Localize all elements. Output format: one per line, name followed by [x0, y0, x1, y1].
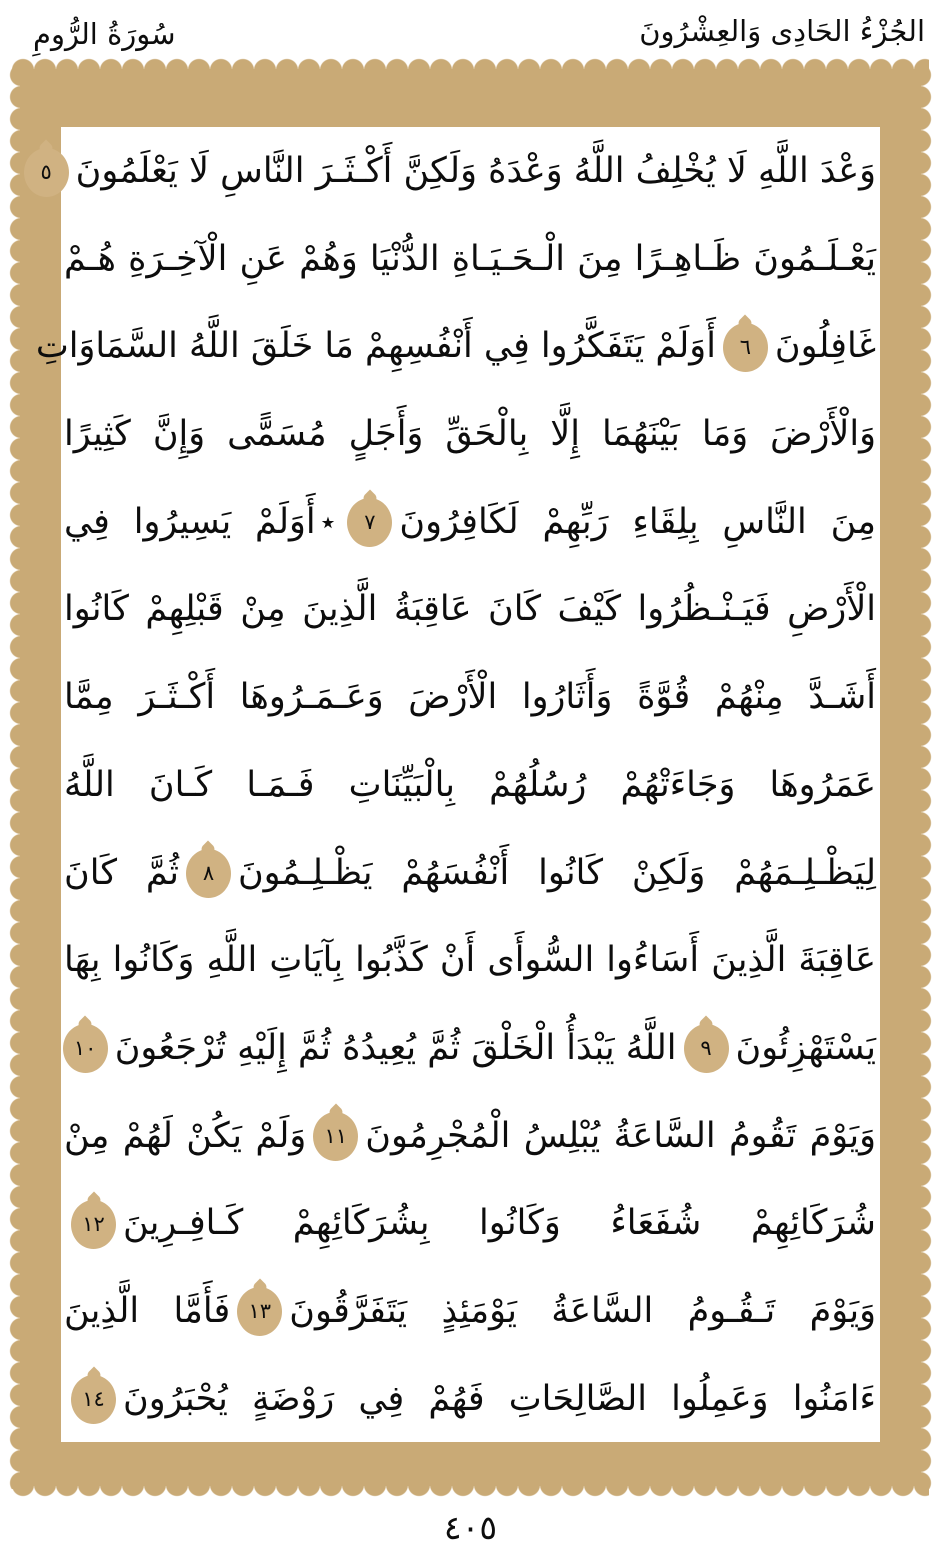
- ayah-end-marker: [313, 1112, 358, 1161]
- frame-scallop-top: [12, 55, 929, 70]
- ayah-number: ٥: [40, 159, 52, 184]
- ayah-number: ١٢: [82, 1211, 105, 1236]
- quran-line: وَيَوْمَ تَقُومُ السَّاعَةُ يُبْلِسُ الْمُجْرِمُونَ ١١ وَلَمْ يَكُنْ لَهُمْ مِنْ: [64, 1093, 876, 1181]
- quran-line: لِيَظْـلِـمَهُمْ وَلَكِنْ كَانُوا أَنْفُسَهُمْ يَظْـلِـمُونَ ٨ ثُمَّ كَانَ: [64, 830, 876, 918]
- quran-line: يَعْـلَـمُونَ ظَـاهِـرًا مِنَ الْـحَـيَـاةِ الدُّنْيَا وَهُمْ عَنِ الْآخِـرَةِ هُـمْ: [64, 238, 876, 279]
- ayah-end-marker: [71, 1375, 116, 1424]
- ayah-end-marker: [186, 849, 231, 898]
- ayah-number: ١٤: [82, 1387, 105, 1412]
- ayah-number: ٦: [739, 334, 752, 359]
- quran-line: ءَامَنُوا وَعَمِلُوا الصَّالِحَاتِ فَهُمْ فِي رَوْضَةٍ يُحْبَرُونَ ١٤: [64, 1356, 876, 1444]
- ayah-number: ١١: [324, 1124, 348, 1149]
- quran-line: عَمَرُوهَا وَجَاءَتْهُمْ رُسُلُهُمْ بِالْبَيِّنَاتِ فَـمَـا كَـانَ اللَّهُ: [64, 764, 876, 805]
- quran-line: يَسْتَهْزِئُونَ ٩ اللَّهُ يَبْدَأُ الْخَلْقَ ثُمَّ يُعِيدُهُ ثُمَّ إِلَيْهِ تُرْجَعُونَ ١٠: [64, 1005, 876, 1093]
- quran-line: وَالْأَرْضَ وَمَا بَيْنَهُمَا إِلَّا بِالْحَقِّ وَأَجَلٍ مُسَمًّى وَإِنَّ كَثِيرًا: [64, 414, 876, 455]
- frame-scallop-left: [7, 64, 21, 1489]
- hizb-star-icon: ٭: [320, 507, 336, 539]
- ayah-number: ٧: [364, 510, 376, 535]
- surah-title: سُورَةُ الرُّومِ: [33, 17, 176, 51]
- ayah-end-marker: [347, 498, 392, 547]
- quran-line: غَافِلُونَ ٦ أَوَلَمْ يَتَفَكَّرُوا فِي أَنْفُسِهِمْ مَا خَلَقَ اللَّهُ السَّمَاوَاتِ: [64, 303, 876, 391]
- juz-title: الجُزْءُ الحَادِى وَالعِشْرُونَ: [639, 14, 925, 48]
- quran-lines: [35, 128, 876, 1444]
- quran-line: مِنَ النَّاسِ بِلِقَاءِ رَبِّهِمْ لَكَافِرُونَ ٧ ٭أَوَلَمْ يَسِيرُوا فِي: [64, 479, 876, 567]
- quran-line: الْأَرْضِ فَيَـنْـظُرُوا كَيْفَ كَانَ عَاقِبَةُ الَّذِينَ مِنْ قَبْلِهِمْ كَانُوا: [64, 589, 876, 630]
- frame-scallop-bottom: [12, 1485, 929, 1501]
- frame-scallop-right: [920, 64, 934, 1489]
- page-number: ٤٠٥: [443, 1508, 498, 1547]
- ayah-end-marker: [723, 323, 768, 372]
- ayah-number: ٨: [202, 861, 215, 885]
- ayah-end-marker: [237, 1287, 282, 1336]
- ayah-end-marker: [24, 148, 69, 197]
- quran-line: وَيَوْمَ تَـقُـومُ السَّاعَةُ يَوْمَئِذٍ يَتَفَرَّقُونَ ١٣ فَأَمَّا الَّذِينَ: [64, 1268, 876, 1356]
- ayah-end-marker: [63, 1024, 108, 1073]
- quran-line: شُرَكَائِهِمْ شُفَعَاءُ وَكَانُوا بِشُرَكَائِهِمْ كَـافِـرِينَ ١٢: [64, 1180, 876, 1268]
- quran-line: وَعْدَ اللَّهِ لَا يُخْلِفُ اللَّهُ وَعْدَهُ وَلَكِنَّ أَكْـثَـرَ النَّاسِ لَا يَعْلَمُونَ ٥: [64, 128, 876, 216]
- ayah-end-marker: [684, 1024, 729, 1073]
- ayah-number: ١٣: [248, 1299, 272, 1324]
- ayah-number: ٩: [700, 1036, 712, 1061]
- ayah-end-marker: [71, 1200, 116, 1249]
- quran-line: عَاقِبَةَ الَّذِينَ أَسَاءُوا السُّوأَى أَنْ كَذَّبُوا بِآيَاتِ اللَّهِ وَكَانُوا بِهَا: [64, 940, 876, 981]
- ayah-number: ١٠: [73, 1036, 97, 1061]
- quran-line: أَشَـدَّ مِنْهُمْ قُوَّةً وَأَثَارُوا الْأَرْضَ وَعَـمَـرُوهَا أَكْـثَـرَ مِمَّا: [64, 677, 876, 718]
